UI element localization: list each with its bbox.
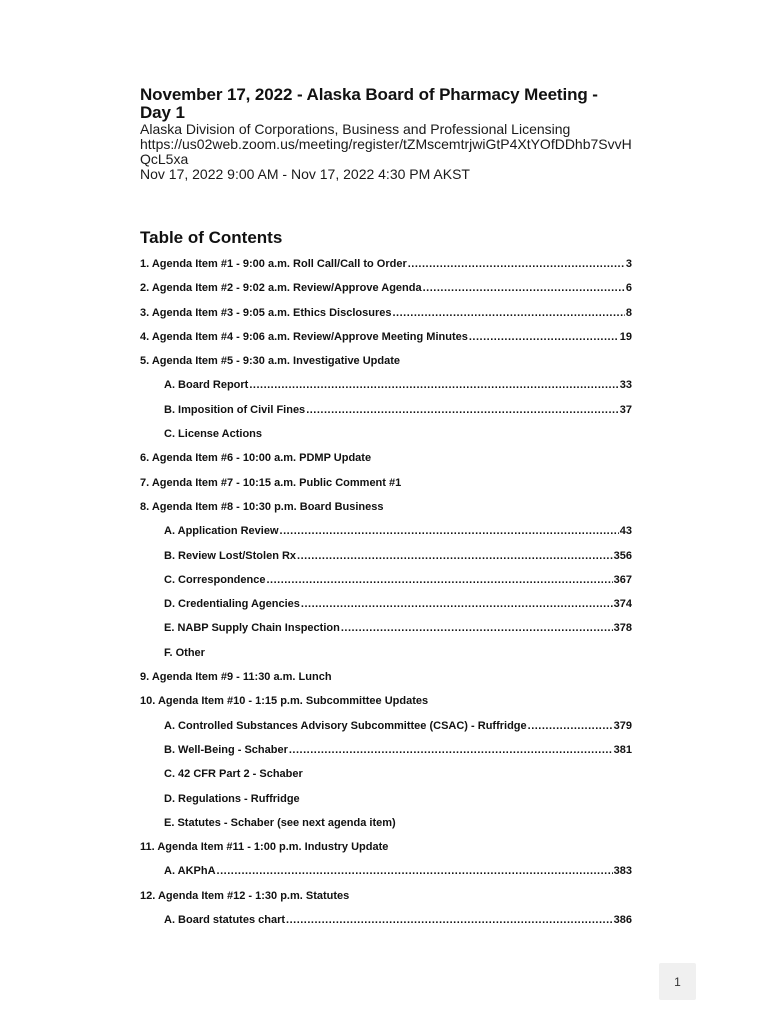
meeting-meta — [140, 122, 632, 182]
page-number-badge: 1 — [659, 963, 696, 1000]
toc-leader-dots — [217, 864, 613, 878]
toc-entry-page: 374 — [613, 598, 632, 611]
toc-entry-label: B. Well-Being - Schaber — [164, 743, 288, 756]
toc-entry[interactable] — [140, 889, 632, 913]
toc-entry-label: 5. Agenda Item #5 - 9:30 a.m. Investigative Update — [140, 355, 401, 368]
toc-entry[interactable] — [140, 500, 632, 524]
toc-leader-dots — [249, 378, 618, 392]
toc-entry-label: A. Board Report — [164, 379, 249, 392]
toc-entry-page: 383 — [613, 865, 632, 878]
toc-leader-dots — [408, 257, 625, 271]
toc-entry[interactable] — [140, 281, 632, 305]
toc-entry-label: 1. Agenda Item #1 - 9:00 a.m. Roll Call/Call to Order — [140, 258, 407, 270]
toc-entry[interactable] — [140, 257, 632, 281]
toc-entry-label: 3. Agenda Item #3 - 9:05 a.m. Ethics Disclosures — [140, 306, 392, 319]
toc-entry-label: A. Application Review — [164, 525, 279, 538]
toc-entry[interactable] — [140, 621, 632, 645]
toc-entry[interactable] — [140, 330, 632, 354]
toc-leader-dots — [289, 743, 613, 757]
toc-entry[interactable] — [140, 840, 632, 864]
toc-entry-page: 6 — [625, 282, 632, 295]
toc-entry[interactable] — [140, 597, 632, 621]
toc-entry-label: 4. Agenda Item #4 - 9:06 a.m. Review/Approve Meeting Minutes — [140, 330, 468, 343]
toc-entry[interactable] — [140, 670, 632, 694]
toc-entry[interactable] — [140, 646, 632, 670]
toc-entry[interactable] — [140, 354, 632, 378]
toc-entry[interactable] — [140, 451, 632, 475]
toc-entry-label: 10. Agenda Item #10 - 1:15 p.m. Subcommittee Updates — [140, 695, 429, 708]
toc-entry[interactable] — [140, 816, 632, 840]
toc-entry-page: 8 — [625, 306, 632, 319]
toc-entry[interactable] — [140, 792, 632, 816]
toc-entry[interactable] — [140, 573, 632, 597]
toc-entry-label: 8. Agenda Item #8 - 10:30 p.m. Board Business — [140, 500, 384, 513]
toc-entry-label: C. 42 CFR Part 2 - Schaber — [164, 768, 303, 781]
toc-entry[interactable] — [140, 743, 632, 767]
toc-entry-label: E. Statutes - Schaber (see next agenda item) — [164, 816, 396, 829]
toc-entry[interactable] — [140, 767, 632, 791]
toc-leader-dots — [392, 306, 624, 320]
toc-entry[interactable] — [140, 719, 632, 743]
toc-entry-label: A. AKPhA — [164, 865, 216, 878]
meeting-datetime: Nov 17, 2022 9:00 AM - Nov 17, 2022 4:30 PM AKST — [140, 166, 470, 182]
toc-entry-label: B. Review Lost/Stolen Rx — [164, 549, 297, 562]
toc-entry[interactable] — [140, 864, 632, 888]
meeting-url-link[interactable]: https://us02web.zoom.us/meeting/register/tZMscemtrjwiGtP4XtYOfDDhb7SvvHQcL5xa — [140, 136, 632, 167]
toc-entry-label: 11. Agenda Item #11 - 1:00 p.m. Industry Update — [140, 841, 389, 854]
toc-entry-label: 9. Agenda Item #9 - 11:30 a.m. Lunch — [140, 671, 332, 684]
toc-entry-page: 386 — [613, 914, 632, 927]
toc-entry-label: E. NABP Supply Chain Inspection — [164, 622, 340, 635]
toc-entry-label: D. Credentialing Agencies — [164, 598, 300, 611]
toc-entry[interactable] — [140, 913, 632, 937]
toc-entry[interactable] — [140, 403, 632, 427]
toc-entry-page: 378 — [613, 622, 632, 635]
toc-entry-label: D. Regulations - Ruffridge — [164, 792, 300, 805]
toc-leader-dots — [306, 403, 619, 417]
toc-leader-dots — [286, 913, 613, 927]
toc-heading: Table of Contents — [140, 228, 283, 247]
toc-entry-label: A. Controlled Substances Advisory Subcommittee (CSAC) - Ruffridge — [164, 719, 527, 732]
toc-leader-dots — [423, 281, 625, 295]
toc-entry[interactable] — [140, 549, 632, 573]
toc-leader-dots — [301, 597, 613, 611]
table-of-contents — [140, 257, 632, 937]
toc-leader-dots — [341, 621, 613, 635]
toc-entry-label: 7. Agenda Item #7 - 10:15 a.m. Public Comment #1 — [140, 476, 402, 489]
document-page — [140, 85, 632, 927]
toc-entry[interactable] — [140, 378, 632, 402]
toc-entry-label: C. License Actions — [164, 428, 263, 441]
toc-entry-page: 33 — [619, 379, 632, 392]
toc-entry[interactable] — [140, 694, 632, 718]
document-title: November 17, 2022 - Alaska Board of Pharmacy Meeting - Day 1 — [140, 85, 598, 122]
toc-leader-dots — [266, 573, 612, 587]
toc-leader-dots — [297, 549, 613, 563]
toc-entry-label: 6. Agenda Item #6 - 10:00 a.m. PDMP Update — [140, 452, 372, 465]
toc-entry-label: F. Other — [164, 646, 205, 659]
toc-entry[interactable] — [140, 476, 632, 500]
toc-entry-label: A. Board statutes chart — [164, 914, 286, 927]
toc-entry-label: C. Correspondence — [164, 573, 266, 586]
toc-entry-label: 12. Agenda Item #12 - 1:30 p.m. Statutes — [140, 889, 350, 902]
toc-entry[interactable] — [140, 306, 632, 330]
toc-entry-page: 379 — [613, 719, 632, 732]
toc-entry-page: 19 — [619, 330, 632, 343]
toc-entry[interactable] — [140, 524, 632, 548]
toc-leader-dots — [469, 330, 619, 344]
toc-leader-dots — [528, 719, 613, 733]
toc-entry-page: 43 — [619, 525, 632, 538]
toc-leader-dots — [280, 524, 619, 538]
toc-entry[interactable] — [140, 427, 632, 451]
toc-entry-label: B. Imposition of Civil Fines — [164, 403, 306, 416]
toc-entry-page: 3 — [625, 258, 632, 270]
toc-entry-page: 381 — [613, 743, 632, 756]
toc-entry-page: 37 — [619, 403, 632, 416]
toc-entry-page: 367 — [613, 573, 632, 586]
toc-entry-label: 2. Agenda Item #2 - 9:02 a.m. Review/Approve Agenda — [140, 282, 422, 295]
organization-name: Alaska Division of Corporations, Business and Professional Licensing — [140, 121, 571, 137]
toc-entry-page: 356 — [613, 549, 632, 562]
